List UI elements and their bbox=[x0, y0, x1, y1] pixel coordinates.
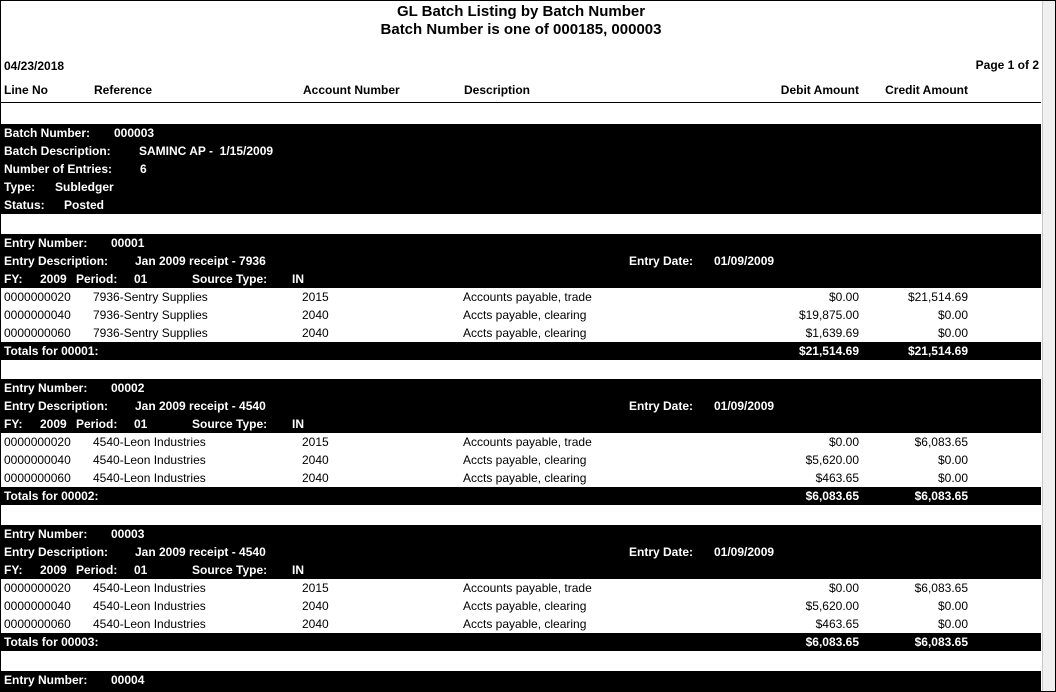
totals-row bbox=[1, 342, 1041, 360]
debit-cell: $463.65 bbox=[815, 471, 859, 485]
table-row bbox=[1, 469, 1041, 487]
col-header-description: Description bbox=[464, 83, 531, 97]
entry-number-label: Entry Number: bbox=[4, 381, 88, 395]
period-label: Period: bbox=[76, 272, 118, 286]
entry-description: Jan 2009 receipt - 7936 bbox=[135, 254, 266, 268]
entry-desc-label: Entry Description: bbox=[4, 545, 109, 559]
totals-label: Totals for 00001: bbox=[4, 344, 99, 358]
line-no-cell: 0000000040 bbox=[4, 599, 71, 613]
totals-row bbox=[1, 487, 1041, 505]
account-number-cell: 2040 bbox=[302, 308, 329, 322]
entry-header bbox=[1, 234, 1041, 288]
entry-number-label: Entry Number: bbox=[4, 673, 88, 687]
totals-label: Totals for 00002: bbox=[4, 489, 99, 503]
fy-label: FY: bbox=[4, 417, 23, 431]
credit-cell: $0.00 bbox=[937, 471, 968, 485]
batch-entries: 6 bbox=[140, 162, 147, 176]
source-type-value: IN bbox=[292, 417, 304, 431]
description-cell: Accounts payable, trade bbox=[463, 290, 592, 304]
reference-cell: 7936-Sentry Supplies bbox=[93, 308, 208, 322]
account-number-cell: 2015 bbox=[302, 435, 329, 449]
batch-description: SAMINC AP - 1/15/2009 bbox=[139, 144, 274, 158]
description-cell: Accts payable, clearing bbox=[463, 617, 587, 631]
totals-label: Totals for 00003: bbox=[4, 635, 99, 649]
entry-number-label: Entry Number: bbox=[4, 236, 88, 250]
account-number-cell: 2040 bbox=[302, 471, 329, 485]
table-row bbox=[1, 306, 1041, 324]
source-type-label: Source Type: bbox=[192, 417, 268, 431]
batch-entries-label: Number of Entries: bbox=[4, 162, 113, 176]
reference-cell: 4540-Leon Industries bbox=[93, 617, 206, 631]
table-row bbox=[1, 288, 1041, 306]
reference-cell: 4540-Leon Industries bbox=[93, 453, 206, 467]
period-value: 01 bbox=[134, 272, 148, 286]
credit-cell: $0.00 bbox=[937, 326, 968, 340]
entry-date-label: Entry Date: bbox=[629, 254, 694, 268]
fy-value: 2009 bbox=[40, 417, 67, 431]
report-subtitle: Batch Number is one of 000185, 000003 bbox=[380, 21, 662, 38]
entry-desc-label: Entry Description: bbox=[4, 254, 109, 268]
fy-label: FY: bbox=[4, 272, 23, 286]
account-number-cell: 2040 bbox=[302, 599, 329, 613]
entry-date: 01/09/2009 bbox=[714, 254, 775, 268]
description-cell: Accts payable, clearing bbox=[463, 471, 587, 485]
batch-desc-label: Batch Description: bbox=[4, 144, 111, 158]
table-row bbox=[1, 597, 1041, 615]
table-row bbox=[1, 324, 1041, 342]
account-number-cell: 2015 bbox=[302, 290, 329, 304]
source-type-label: Source Type: bbox=[192, 272, 268, 286]
col-header-credit: Credit Amount bbox=[885, 83, 968, 97]
table-row bbox=[1, 451, 1041, 469]
line-no-cell: 0000000020 bbox=[4, 435, 71, 449]
debit-cell: $1,639.69 bbox=[805, 326, 859, 340]
table-row bbox=[1, 433, 1041, 451]
source-type-value: IN bbox=[292, 563, 304, 577]
period-label: Period: bbox=[76, 417, 118, 431]
total-debit: $6,083.65 bbox=[805, 635, 859, 649]
reference-cell: 7936-Sentry Supplies bbox=[93, 326, 208, 340]
entry-desc-label: Entry Description: bbox=[4, 399, 109, 413]
credit-cell: $21,514.69 bbox=[907, 290, 968, 304]
line-no-cell: 0000000020 bbox=[4, 290, 71, 304]
debit-cell: $0.00 bbox=[828, 581, 859, 595]
entry-number: 00004 bbox=[111, 673, 145, 687]
description-cell: Accounts payable, trade bbox=[463, 435, 592, 449]
entry-number: 00002 bbox=[111, 381, 145, 395]
batch-number: 000003 bbox=[114, 126, 155, 140]
entry-date: 01/09/2009 bbox=[714, 545, 775, 559]
debit-cell: $5,620.00 bbox=[805, 599, 859, 613]
fy-value: 2009 bbox=[40, 272, 67, 286]
entry-description: Jan 2009 receipt - 4540 bbox=[135, 399, 266, 413]
line-no-cell: 0000000040 bbox=[4, 453, 71, 467]
source-type-label: Source Type: bbox=[192, 563, 268, 577]
line-no-cell: 0000000040 bbox=[4, 308, 71, 322]
reference-cell: 4540-Leon Industries bbox=[93, 435, 206, 449]
col-header-account-number: Account Number bbox=[303, 83, 400, 97]
credit-cell: $6,083.65 bbox=[914, 581, 968, 595]
reference-cell: 4540-Leon Industries bbox=[93, 471, 206, 485]
table-row bbox=[1, 615, 1041, 633]
total-credit: $21,514.69 bbox=[907, 344, 968, 358]
credit-cell: $6,083.65 bbox=[914, 435, 968, 449]
batch-type-label: Type: bbox=[4, 180, 36, 194]
total-debit: $21,514.69 bbox=[798, 344, 859, 358]
col-header-debit: Debit Amount bbox=[780, 83, 859, 97]
account-number-cell: 2015 bbox=[302, 581, 329, 595]
col-header-line-no: Line No bbox=[4, 83, 48, 97]
totals-row bbox=[1, 633, 1041, 651]
batch-status: Posted bbox=[64, 198, 105, 212]
header-divider bbox=[1, 102, 1041, 103]
total-credit: $6,083.65 bbox=[914, 489, 968, 503]
credit-cell: $0.00 bbox=[937, 308, 968, 322]
credit-cell: $0.00 bbox=[937, 617, 968, 631]
batch-number-label: Batch Number: bbox=[4, 126, 91, 140]
period-value: 01 bbox=[134, 417, 148, 431]
reference-cell: 4540-Leon Industries bbox=[93, 599, 206, 613]
batch-header bbox=[1, 124, 1041, 214]
report-title: GL Batch Listing by Batch Number bbox=[396, 3, 646, 20]
line-no-cell: 0000000060 bbox=[4, 326, 71, 340]
source-type-value: IN bbox=[292, 272, 304, 286]
account-number-cell: 2040 bbox=[302, 453, 329, 467]
period-label: Period: bbox=[76, 563, 118, 577]
debit-cell: $463.65 bbox=[815, 617, 859, 631]
debit-cell: $5,620.00 bbox=[805, 453, 859, 467]
vertical-scrollbar[interactable] bbox=[1042, 1, 1055, 691]
entry-date: 01/09/2009 bbox=[714, 399, 775, 413]
credit-cell: $0.00 bbox=[937, 599, 968, 613]
fy-label: FY: bbox=[4, 563, 23, 577]
total-debit: $6,083.65 bbox=[805, 489, 859, 503]
account-number-cell: 2040 bbox=[302, 326, 329, 340]
debit-cell: $19,875.00 bbox=[798, 308, 859, 322]
reference-cell: 4540-Leon Industries bbox=[93, 581, 206, 595]
description-cell: Accts payable, clearing bbox=[463, 326, 587, 340]
fy-value: 2009 bbox=[40, 563, 67, 577]
entry-number: 00001 bbox=[111, 236, 145, 250]
line-no-cell: 0000000060 bbox=[4, 471, 71, 485]
debit-cell: $0.00 bbox=[828, 290, 859, 304]
batch-type: Subledger bbox=[55, 180, 114, 194]
description-cell: Accts payable, clearing bbox=[463, 453, 587, 467]
entry-description: Jan 2009 receipt - 4540 bbox=[135, 545, 266, 559]
description-cell: Accounts payable, trade bbox=[463, 581, 592, 595]
table-row bbox=[1, 579, 1041, 597]
debit-cell: $0.00 bbox=[828, 435, 859, 449]
entry-header bbox=[1, 379, 1041, 433]
reference-cell: 7936-Sentry Supplies bbox=[93, 290, 208, 304]
entry-number-label: Entry Number: bbox=[4, 527, 88, 541]
period-value: 01 bbox=[134, 563, 148, 577]
report-date: 04/23/2018 bbox=[4, 59, 65, 73]
account-number-cell: 2040 bbox=[302, 617, 329, 631]
line-no-cell: 0000000020 bbox=[4, 581, 71, 595]
entry-date-label: Entry Date: bbox=[629, 399, 694, 413]
credit-cell: $0.00 bbox=[937, 453, 968, 467]
entry-header-partial bbox=[1, 671, 1041, 692]
line-no-cell: 0000000060 bbox=[4, 617, 71, 631]
batch-status-label: Status: bbox=[4, 198, 45, 212]
entry-header bbox=[1, 525, 1041, 579]
page-indicator: Page 1 of 2 bbox=[975, 58, 1039, 72]
description-cell: Accts payable, clearing bbox=[463, 599, 587, 613]
description-cell: Accts payable, clearing bbox=[463, 308, 587, 322]
entry-date-label: Entry Date: bbox=[629, 545, 694, 559]
entry-number: 00003 bbox=[111, 527, 145, 541]
col-header-reference: Reference bbox=[94, 83, 153, 97]
total-credit: $6,083.65 bbox=[914, 635, 968, 649]
